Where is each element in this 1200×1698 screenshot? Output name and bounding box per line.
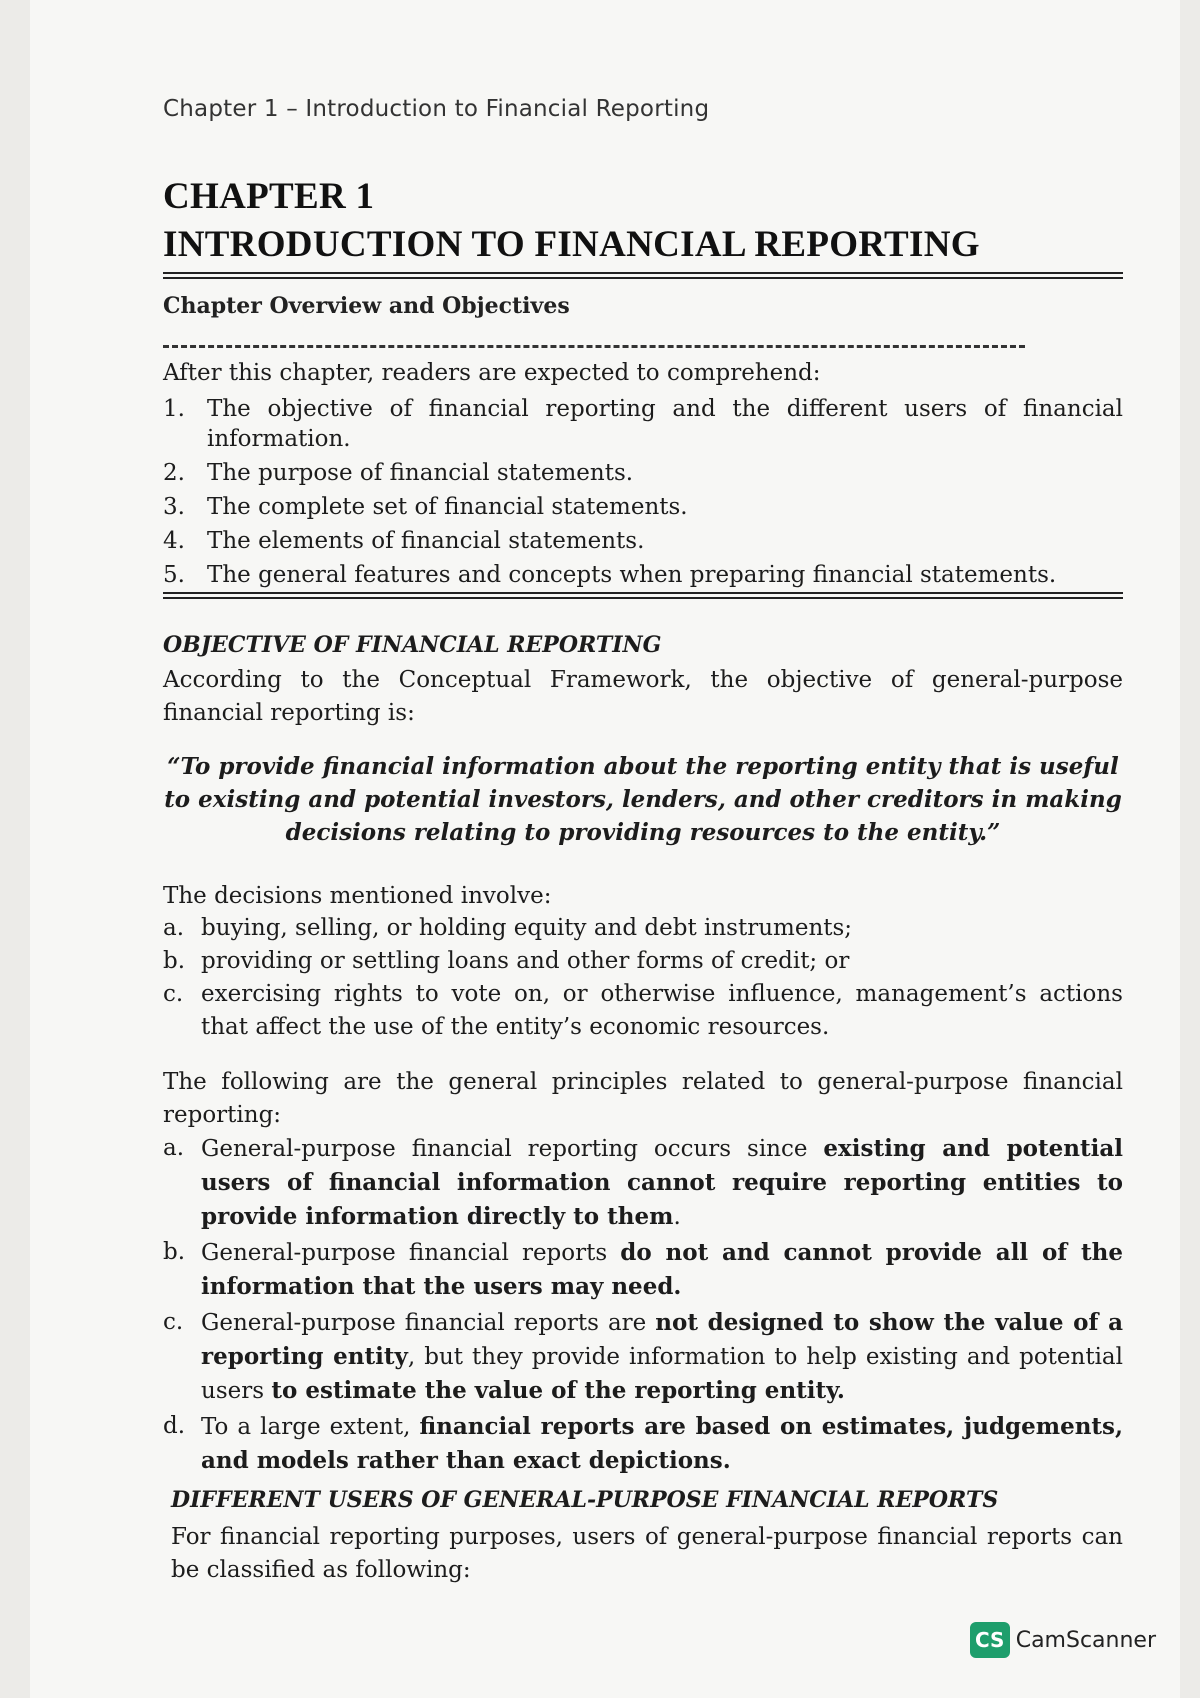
section-heading-users: DIFFERENT USERS OF GENERAL-PURPOSE FINANCIAL REPORTS [171,1487,999,1513]
list-item: d. To a large extent, financial reports are based on estimates, judgements, and models rather than exact depictions. [163,1413,1124,1474]
list-item: a. buying, selling, or holding equity and debt instruments; [163,915,853,941]
chapter-title: INTRODUCTION TO FINANCIAL REPORTING [163,224,980,265]
objectives-list [163,394,1123,594]
camscanner-logo-icon: CS [970,1622,1010,1658]
principles-list [163,1132,1123,1480]
list-item: c. exercising rights to vote on, or otherwise influence, management’s actions that affect the use of the entity’s economic resources. [163,981,1123,1040]
camscanner-label: CamScanner [1015,1627,1156,1653]
dashed-divider [163,345,1025,348]
users-paragraph: For financial reporting purposes, users of general-purpose financial reports can be classified as following: [171,1524,1123,1583]
section-heading-objective: OBJECTIVE OF FINANCIAL REPORTING [163,632,662,658]
list-item: c. General-purpose financial reports are not designed to show the value of a reporting entity, but they provide information to help existing and potential users to estimate the value of the reporting entity. [163,1309,1124,1404]
overview-title: Chapter Overview and Objectives [163,293,570,319]
list-item: a. General-purpose financial reporting occurs since existing and potential users of financial information cannot require reporting entities to provide information directly to them. [163,1135,1123,1230]
principles-intro: The following are the general principles related to general-purpose financial reporting: [163,1069,1123,1128]
list-item: 3. The complete set of financial statements. [163,494,688,520]
list-item: 2. The purpose of financial statements. [163,460,634,486]
decisions-list [163,912,1123,1044]
objective-paragraph: According to the Conceptual Framework, the objective of general-purpose financial reporting is: [163,667,1123,726]
chapter-number: CHAPTER 1 [163,176,375,217]
objective-quote: “To provide financial information about the reporting entity that is useful to existing and potential investors, lenders, and other creditors in making decisions relating to providing resources to the entity.” [164,753,1122,846]
running-header: Chapter 1 – Introduction to Financial Reporting [163,96,710,122]
divider-bottom [163,592,1123,599]
overview-intro: After this chapter, readers are expected to comprehend: [163,360,821,386]
camscanner-watermark [970,1622,1156,1658]
divider-top [163,272,1123,279]
list-item: b. General-purpose financial reports do not and cannot provide all of the information that the users may need. [163,1239,1123,1300]
decisions-intro: The decisions mentioned involve: [163,883,552,909]
scanned-page [30,0,1180,1698]
list-item: 1. The objective of financial reporting and the different users of financial information. [163,396,1123,452]
list-item: b. providing or settling loans and other forms of credit; or [163,948,850,974]
list-item: 5. The general features and concepts when preparing financial statements. [163,562,1057,588]
list-item: 4. The elements of financial statements. [163,528,645,554]
